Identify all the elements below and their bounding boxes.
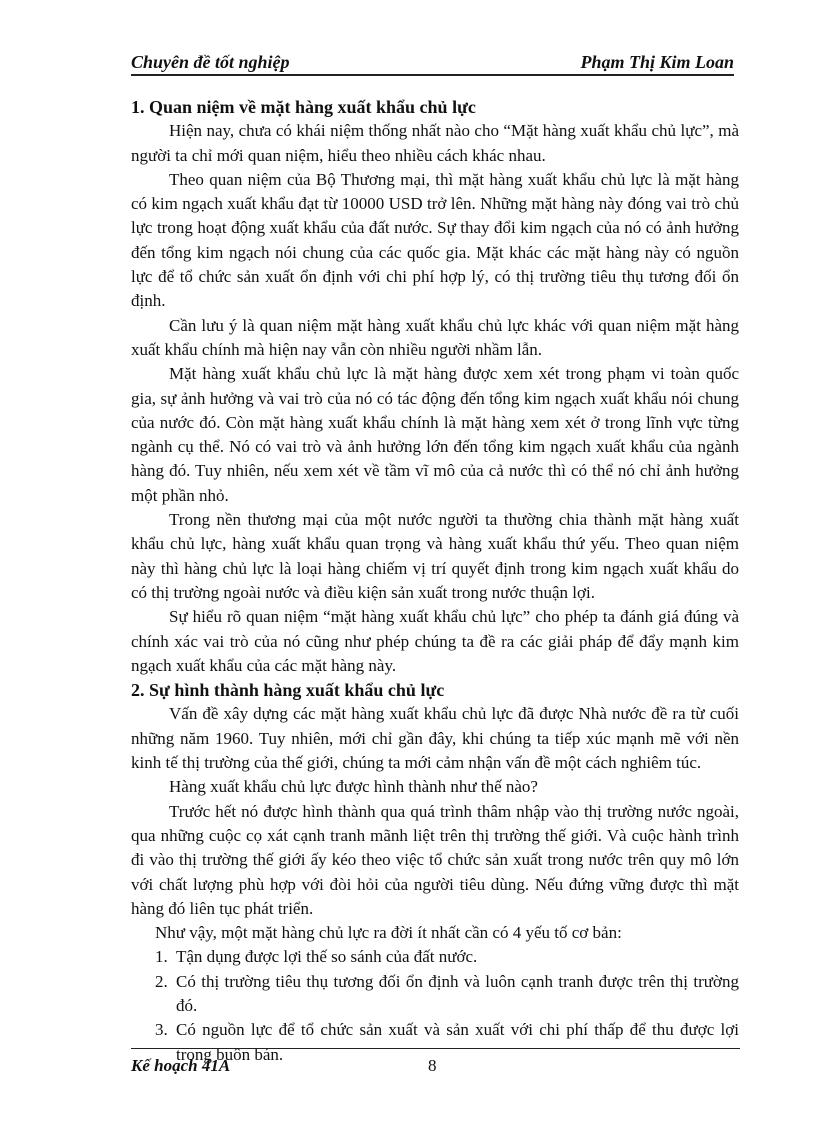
section-2-paragraph: Trước hết nó được hình thành qua quá trình thâm nhập vào thị trường nước ngoài, qua những cuộc cọ xát cạnh tranh mãnh liệt trên thị trường thế giới. Và cuộc hành trình đi vào thị trường thế giới ấy kéo theo việc tổ chức sản xuất trong nước trên quy mô lớn với chất lượng phù hợp với đòi hỏi của người tiêu dùng. Nếu đứng vững được thì mặt hàng đó liên tục phát triển. xyxy=(131,801,739,918)
list-item-number: 3. xyxy=(155,1020,168,1040)
page-number: 8 xyxy=(428,1056,437,1075)
list-item-text: Tận dụng được lợi thế so sánh của đất nước. xyxy=(176,947,478,967)
page-footer xyxy=(131,1048,740,1078)
section-1-paragraph: Hiện nay, chưa có khái niệm thống nhất nào cho “Mặt hàng xuất khẩu chủ lực”, mà người ta chỉ mới quan niệm, hiểu theo nhiều cách khác nhau. xyxy=(131,121,739,165)
list-item-text: Có nguồn lực để tổ chức sản xuất và sản xuất với chi phí thấp để thu được lợi trong buôn bán. xyxy=(176,1020,739,1064)
section-1-paragraph: Mặt hàng xuất khẩu chủ lực là mặt hàng được xem xét trong phạm vi toàn quốc gia, sự ảnh hưởng và vai trò của nó có tác động đến tổng kim ngạch xuất khẩu nói chung của nước đó. Còn mặt hàng xuất khẩu chính là mặt hàng xem xét ở trong lĩnh vực từng ngành cụ thể. Nó có vai trò và ảnh hưởng lớn đến tổng kim ngạch xuất khẩu của ngành hàng đó. Tuy nhiên, nếu xem xét về tầm vĩ mô của cả nước thì có thể nó chỉ ảnh hưởng một phần nhỏ. xyxy=(131,364,739,505)
page-header xyxy=(131,48,734,76)
section-2-paragraph: Vấn đề xây dựng các mặt hàng xuất khẩu chủ lực đã được Nhà nước đề ra từ cuối những năm 1960. Tuy nhiên, mới chỉ gần đây, khi chúng ta tiếp xúc mạnh mẽ với nền kinh tế thị trường của thế giới, chúng ta mới cảm nhận vấn đề một cách nghiêm túc. xyxy=(131,704,739,773)
footer-rule xyxy=(131,1048,740,1049)
section-1-paragraph: Trong nền thương mại của một nước người ta thường chia thành mặt hàng xuất khẩu chủ lực, hàng xuất khẩu quan trọng và hàng xuất khẩu thứ yếu. Theo quan niệm này thì hàng chủ lực là loại hàng chiếm vị trí quyết định trong kim ngạch xuất khẩu do có thị trường ngoài nước và điều kiện sản xuất trong nước thuận lợi. xyxy=(131,510,739,602)
page-body xyxy=(131,95,739,1067)
section-2-heading: 2. Sự hình thành hàng xuất khẩu chủ lực xyxy=(131,680,445,701)
header-author: Phạm Thị Kim Loan xyxy=(580,52,734,72)
section-2-paragraph: Hàng xuất khẩu chủ lực được hình thành như thế nào? xyxy=(169,777,538,797)
section-1-paragraph: Sự hiểu rõ quan niệm “mặt hàng xuất khẩu chủ lực” cho phép ta đánh giá đúng và chính xác vai trò của nó cũng như phép chúng ta đề ra các giải pháp để đẩy mạnh kim ngạch xuất khẩu của các mặt hàng này. xyxy=(131,607,739,675)
footer-class-label: Kế hoạch 41A xyxy=(131,1056,231,1075)
section-1-paragraph: Cần lưu ý là quan niệm mặt hàng xuất khẩu chủ lực khác với quan niệm mặt hàng xuất khẩu chính mà hiện nay vẫn còn nhiều người nhầm lẫn. xyxy=(131,315,739,359)
list-item-number: 1. xyxy=(155,947,168,967)
list-item-text: Có thị trường tiêu thụ tương đối ổn định và luôn cạnh tranh được trên thị trường đó. xyxy=(176,971,739,1015)
header-rule xyxy=(131,74,734,76)
list-item xyxy=(131,970,739,1019)
factors-lead: Như vậy, một mặt hàng chủ lực ra đời ít nhất cần có 4 yếu tố cơ bản: xyxy=(155,923,622,943)
section-1-paragraph: Theo quan niệm của Bộ Thương mại, thì mặt hàng xuất khẩu chủ lực là mặt hàng có kim ngạch xuất khẩu đạt từ 10000 USD trở lên. Những mặt hàng này đóng vai trò chủ lực trong hoạt động xuất khẩu của đất nước. Sự thay đổi kim ngạch của nó có ảnh hưởng đến tổng kim ngạch nói chung của các quốc gia. Mặt khác các mặt hàng này có nguồn lực để tổ chức sản xuất ổn định với chi phí hợp lý, có thị trường tiêu thụ tương đối ổn định. xyxy=(131,169,739,311)
header-document-title: Chuyên đề tốt nghiệp xyxy=(131,52,290,72)
list-item-number: 2. xyxy=(155,971,168,991)
section-1-heading: 1. Quan niệm về mặt hàng xuất khẩu chủ lực xyxy=(131,97,476,117)
list-item xyxy=(131,945,739,969)
